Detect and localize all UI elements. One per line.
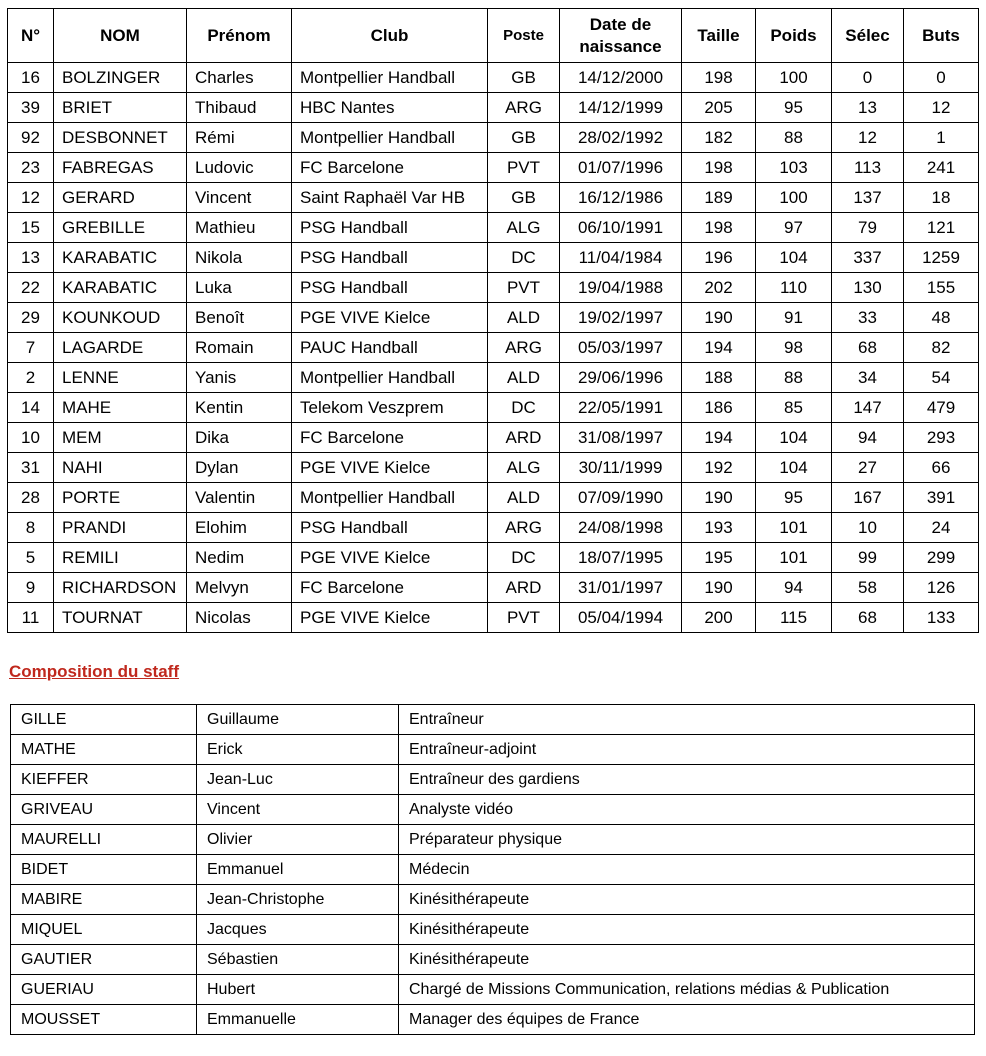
player-prenom-cell: Nicolas [187,603,292,633]
player-date-naissance-cell: 28/02/1992 [560,123,682,153]
table-row [11,1005,975,1035]
staff-fonction-cell: Analyste vidéo [399,795,975,825]
staff-prenom-cell: Olivier [197,825,399,855]
player-taille-cell: 188 [682,363,756,393]
player-taille-cell: 205 [682,93,756,123]
table-row [8,273,979,303]
player-club-cell: PSG Handball [292,513,488,543]
player-poids-cell: 98 [756,333,832,363]
player-number-cell: 22 [8,273,54,303]
player-taille-cell: 186 [682,393,756,423]
player-number-cell: 12 [8,183,54,213]
player-buts-cell: 155 [904,273,979,303]
player-number-cell: 10 [8,423,54,453]
staff-nom-cell: BIDET [11,855,197,885]
header-poste: Poste [488,9,560,63]
player-poids-cell: 88 [756,123,832,153]
table-row [8,243,979,273]
player-poste-cell: ALD [488,363,560,393]
player-poste-cell: ALG [488,213,560,243]
player-poids-cell: 100 [756,63,832,93]
player-number-cell: 39 [8,93,54,123]
player-buts-cell: 299 [904,543,979,573]
staff-prenom-cell: Guillaume [197,705,399,735]
player-nom-cell: MAHE [54,393,187,423]
player-club-cell: Montpellier Handball [292,63,488,93]
player-date-naissance-cell: 01/07/1996 [560,153,682,183]
player-nom-cell: DESBONNET [54,123,187,153]
player-number-cell: 5 [8,543,54,573]
player-buts-cell: 121 [904,213,979,243]
player-poste-cell: ARG [488,513,560,543]
staff-fonction-cell: Kinésithérapeute [399,885,975,915]
player-prenom-cell: Vincent [187,183,292,213]
player-poste-cell: PVT [488,603,560,633]
table-row [11,825,975,855]
table-row [8,453,979,483]
header-date-naissance: Date de naissance [560,9,682,63]
player-date-naissance-cell: 14/12/1999 [560,93,682,123]
staff-table [10,704,975,1035]
player-selec-cell: 27 [832,453,904,483]
player-club-cell: Montpellier Handball [292,363,488,393]
staff-nom-cell: GUERIAU [11,975,197,1005]
player-club-cell: FC Barcelone [292,423,488,453]
player-selec-cell: 33 [832,303,904,333]
player-selec-cell: 68 [832,603,904,633]
player-date-naissance-cell: 16/12/1986 [560,183,682,213]
staff-prenom-cell: Jean-Christophe [197,885,399,915]
player-club-cell: Saint Raphaël Var HB [292,183,488,213]
player-poste-cell: DC [488,243,560,273]
player-nom-cell: NAHI [54,453,187,483]
player-number-cell: 7 [8,333,54,363]
player-buts-cell: 66 [904,453,979,483]
header-selec: Sélec [832,9,904,63]
player-buts-cell: 54 [904,363,979,393]
staff-fonction-cell: Entraîneur-adjoint [399,735,975,765]
player-nom-cell: GERARD [54,183,187,213]
player-number-cell: 2 [8,363,54,393]
staff-prenom-cell: Emmanuelle [197,1005,399,1035]
player-taille-cell: 198 [682,153,756,183]
player-date-naissance-cell: 31/08/1997 [560,423,682,453]
header-nom: NOM [54,9,187,63]
staff-prenom-cell: Emmanuel [197,855,399,885]
player-taille-cell: 195 [682,543,756,573]
player-club-cell: PSG Handball [292,243,488,273]
player-buts-cell: 133 [904,603,979,633]
player-number-cell: 9 [8,573,54,603]
player-selec-cell: 167 [832,483,904,513]
player-poids-cell: 104 [756,453,832,483]
player-nom-cell: GREBILLE [54,213,187,243]
player-number-cell: 29 [8,303,54,333]
player-prenom-cell: Dylan [187,453,292,483]
player-selec-cell: 79 [832,213,904,243]
player-selec-cell: 113 [832,153,904,183]
player-prenom-cell: Yanis [187,363,292,393]
player-taille-cell: 193 [682,513,756,543]
player-selec-cell: 34 [832,363,904,393]
player-date-naissance-cell: 18/07/1995 [560,543,682,573]
player-poids-cell: 88 [756,363,832,393]
player-prenom-cell: Elohim [187,513,292,543]
player-nom-cell: BRIET [54,93,187,123]
player-nom-cell: PRANDI [54,513,187,543]
player-selec-cell: 58 [832,573,904,603]
player-poste-cell: ALG [488,453,560,483]
player-date-naissance-cell: 07/09/1990 [560,483,682,513]
player-buts-cell: 1 [904,123,979,153]
table-row [8,93,979,123]
staff-nom-cell: MABIRE [11,885,197,915]
player-poste-cell: GB [488,183,560,213]
staff-prenom-cell: Sébastien [197,945,399,975]
player-poids-cell: 94 [756,573,832,603]
player-selec-cell: 10 [832,513,904,543]
staff-prenom-cell: Vincent [197,795,399,825]
staff-body [11,705,975,1035]
player-club-cell: PGE VIVE Kielce [292,453,488,483]
table-row [11,915,975,945]
player-prenom-cell: Romain [187,333,292,363]
player-taille-cell: 192 [682,453,756,483]
header-buts: Buts [904,9,979,63]
player-poids-cell: 95 [756,483,832,513]
player-nom-cell: BOLZINGER [54,63,187,93]
table-row [8,483,979,513]
player-number-cell: 8 [8,513,54,543]
player-nom-cell: RICHARDSON [54,573,187,603]
table-row [11,765,975,795]
player-date-naissance-cell: 14/12/2000 [560,63,682,93]
player-prenom-cell: Benoît [187,303,292,333]
player-date-naissance-cell: 29/06/1996 [560,363,682,393]
player-taille-cell: 196 [682,243,756,273]
player-poste-cell: ARG [488,93,560,123]
player-selec-cell: 12 [832,123,904,153]
table-row [8,573,979,603]
player-prenom-cell: Dika [187,423,292,453]
staff-nom-cell: GRIVEAU [11,795,197,825]
player-nom-cell: KARABATIC [54,243,187,273]
staff-nom-cell: GILLE [11,705,197,735]
player-prenom-cell: Charles [187,63,292,93]
player-buts-cell: 479 [904,393,979,423]
player-nom-cell: KARABATIC [54,273,187,303]
player-poids-cell: 100 [756,183,832,213]
player-poste-cell: ARG [488,333,560,363]
staff-fonction-cell: Manager des équipes de France [399,1005,975,1035]
player-number-cell: 14 [8,393,54,423]
player-poste-cell: PVT [488,273,560,303]
player-prenom-cell: Ludovic [187,153,292,183]
table-row [8,303,979,333]
player-poste-cell: ALD [488,483,560,513]
player-club-cell: FC Barcelone [292,153,488,183]
player-number-cell: 13 [8,243,54,273]
player-taille-cell: 198 [682,63,756,93]
table-row [11,735,975,765]
header-club: Club [292,9,488,63]
player-date-naissance-cell: 19/02/1997 [560,303,682,333]
player-taille-cell: 198 [682,213,756,243]
player-selec-cell: 147 [832,393,904,423]
players-header-row [8,9,979,63]
player-club-cell: PGE VIVE Kielce [292,303,488,333]
player-poste-cell: ALD [488,303,560,333]
table-row [11,705,975,735]
staff-fonction-cell: Médecin [399,855,975,885]
player-taille-cell: 189 [682,183,756,213]
player-buts-cell: 82 [904,333,979,363]
player-buts-cell: 391 [904,483,979,513]
player-number-cell: 11 [8,603,54,633]
table-row [11,855,975,885]
player-poids-cell: 91 [756,303,832,333]
player-poste-cell: GB [488,63,560,93]
staff-fonction-cell: Chargé de Missions Communication, relations médias & Publication [399,975,975,1005]
player-taille-cell: 194 [682,333,756,363]
player-poste-cell: PVT [488,153,560,183]
player-poids-cell: 115 [756,603,832,633]
staff-fonction-cell: Entraîneur [399,705,975,735]
table-row [8,603,979,633]
player-date-naissance-cell: 19/04/1988 [560,273,682,303]
staff-fonction-cell: Préparateur physique [399,825,975,855]
player-club-cell: Montpellier Handball [292,483,488,513]
player-poids-cell: 110 [756,273,832,303]
player-number-cell: 16 [8,63,54,93]
player-nom-cell: LAGARDE [54,333,187,363]
player-prenom-cell: Valentin [187,483,292,513]
table-row [8,213,979,243]
player-club-cell: PAUC Handball [292,333,488,363]
player-prenom-cell: Mathieu [187,213,292,243]
staff-prenom-cell: Jean-Luc [197,765,399,795]
staff-fonction-cell: Kinésithérapeute [399,945,975,975]
table-row [8,423,979,453]
staff-nom-cell: MIQUEL [11,915,197,945]
player-prenom-cell: Nedim [187,543,292,573]
player-date-naissance-cell: 05/04/1994 [560,603,682,633]
player-poids-cell: 95 [756,93,832,123]
player-buts-cell: 18 [904,183,979,213]
player-date-naissance-cell: 31/01/1997 [560,573,682,603]
player-date-naissance-cell: 06/10/1991 [560,213,682,243]
player-club-cell: PGE VIVE Kielce [292,543,488,573]
player-club-cell: PSG Handball [292,273,488,303]
player-club-cell: Telekom Veszprem [292,393,488,423]
table-row [8,123,979,153]
player-taille-cell: 182 [682,123,756,153]
players-table [7,8,979,633]
player-poste-cell: DC [488,393,560,423]
player-taille-cell: 194 [682,423,756,453]
player-date-naissance-cell: 11/04/1984 [560,243,682,273]
player-poids-cell: 85 [756,393,832,423]
player-selec-cell: 337 [832,243,904,273]
player-number-cell: 23 [8,153,54,183]
header-prenom: Prénom [187,9,292,63]
staff-prenom-cell: Hubert [197,975,399,1005]
player-buts-cell: 48 [904,303,979,333]
player-buts-cell: 24 [904,513,979,543]
player-buts-cell: 0 [904,63,979,93]
player-selec-cell: 99 [832,543,904,573]
player-nom-cell: MEM [54,423,187,453]
table-row [8,543,979,573]
player-nom-cell: TOURNAT [54,603,187,633]
table-row [8,363,979,393]
table-row [8,153,979,183]
staff-fonction-cell: Kinésithérapeute [399,915,975,945]
player-number-cell: 15 [8,213,54,243]
table-row [8,393,979,423]
staff-nom-cell: KIEFFER [11,765,197,795]
table-row [8,333,979,363]
player-taille-cell: 202 [682,273,756,303]
player-poste-cell: ARD [488,573,560,603]
player-buts-cell: 12 [904,93,979,123]
header-taille: Taille [682,9,756,63]
table-row [11,885,975,915]
player-poste-cell: GB [488,123,560,153]
player-nom-cell: LENNE [54,363,187,393]
player-prenom-cell: Nikola [187,243,292,273]
player-date-naissance-cell: 30/11/1999 [560,453,682,483]
player-poids-cell: 101 [756,513,832,543]
staff-nom-cell: MOUSSET [11,1005,197,1035]
table-row [8,183,979,213]
player-nom-cell: FABREGAS [54,153,187,183]
staff-fonction-cell: Entraîneur des gardiens [399,765,975,795]
player-number-cell: 31 [8,453,54,483]
player-selec-cell: 0 [832,63,904,93]
table-row [11,795,975,825]
player-poids-cell: 101 [756,543,832,573]
player-club-cell: PGE VIVE Kielce [292,603,488,633]
player-buts-cell: 1259 [904,243,979,273]
player-poste-cell: DC [488,543,560,573]
player-club-cell: HBC Nantes [292,93,488,123]
player-buts-cell: 126 [904,573,979,603]
staff-prenom-cell: Erick [197,735,399,765]
staff-nom-cell: GAUTIER [11,945,197,975]
player-club-cell: FC Barcelone [292,573,488,603]
player-taille-cell: 190 [682,573,756,603]
header-poids: Poids [756,9,832,63]
player-prenom-cell: Melvyn [187,573,292,603]
player-taille-cell: 190 [682,303,756,333]
player-selec-cell: 130 [832,273,904,303]
table-row [11,945,975,975]
player-poids-cell: 104 [756,243,832,273]
staff-nom-cell: MAURELLI [11,825,197,855]
player-number-cell: 28 [8,483,54,513]
staff-nom-cell: MATHE [11,735,197,765]
table-row [8,63,979,93]
player-date-naissance-cell: 24/08/1998 [560,513,682,543]
player-taille-cell: 200 [682,603,756,633]
player-nom-cell: KOUNKOUD [54,303,187,333]
player-poste-cell: ARD [488,423,560,453]
player-poids-cell: 103 [756,153,832,183]
player-selec-cell: 137 [832,183,904,213]
player-selec-cell: 68 [832,333,904,363]
player-selec-cell: 13 [832,93,904,123]
player-prenom-cell: Luka [187,273,292,303]
player-club-cell: PSG Handball [292,213,488,243]
staff-prenom-cell: Jacques [197,915,399,945]
player-nom-cell: REMILI [54,543,187,573]
player-nom-cell: PORTE [54,483,187,513]
player-buts-cell: 241 [904,153,979,183]
table-row [11,975,975,1005]
player-prenom-cell: Kentin [187,393,292,423]
player-date-naissance-cell: 22/05/1991 [560,393,682,423]
player-prenom-cell: Thibaud [187,93,292,123]
player-prenom-cell: Rémi [187,123,292,153]
player-club-cell: Montpellier Handball [292,123,488,153]
player-date-naissance-cell: 05/03/1997 [560,333,682,363]
player-poids-cell: 104 [756,423,832,453]
player-buts-cell: 293 [904,423,979,453]
player-selec-cell: 94 [832,423,904,453]
header-number: N° [8,9,54,63]
table-row [8,513,979,543]
staff-section-title: Composition du staff [9,662,179,681]
player-number-cell: 92 [8,123,54,153]
players-body [8,63,979,633]
player-poids-cell: 97 [756,213,832,243]
player-taille-cell: 190 [682,483,756,513]
